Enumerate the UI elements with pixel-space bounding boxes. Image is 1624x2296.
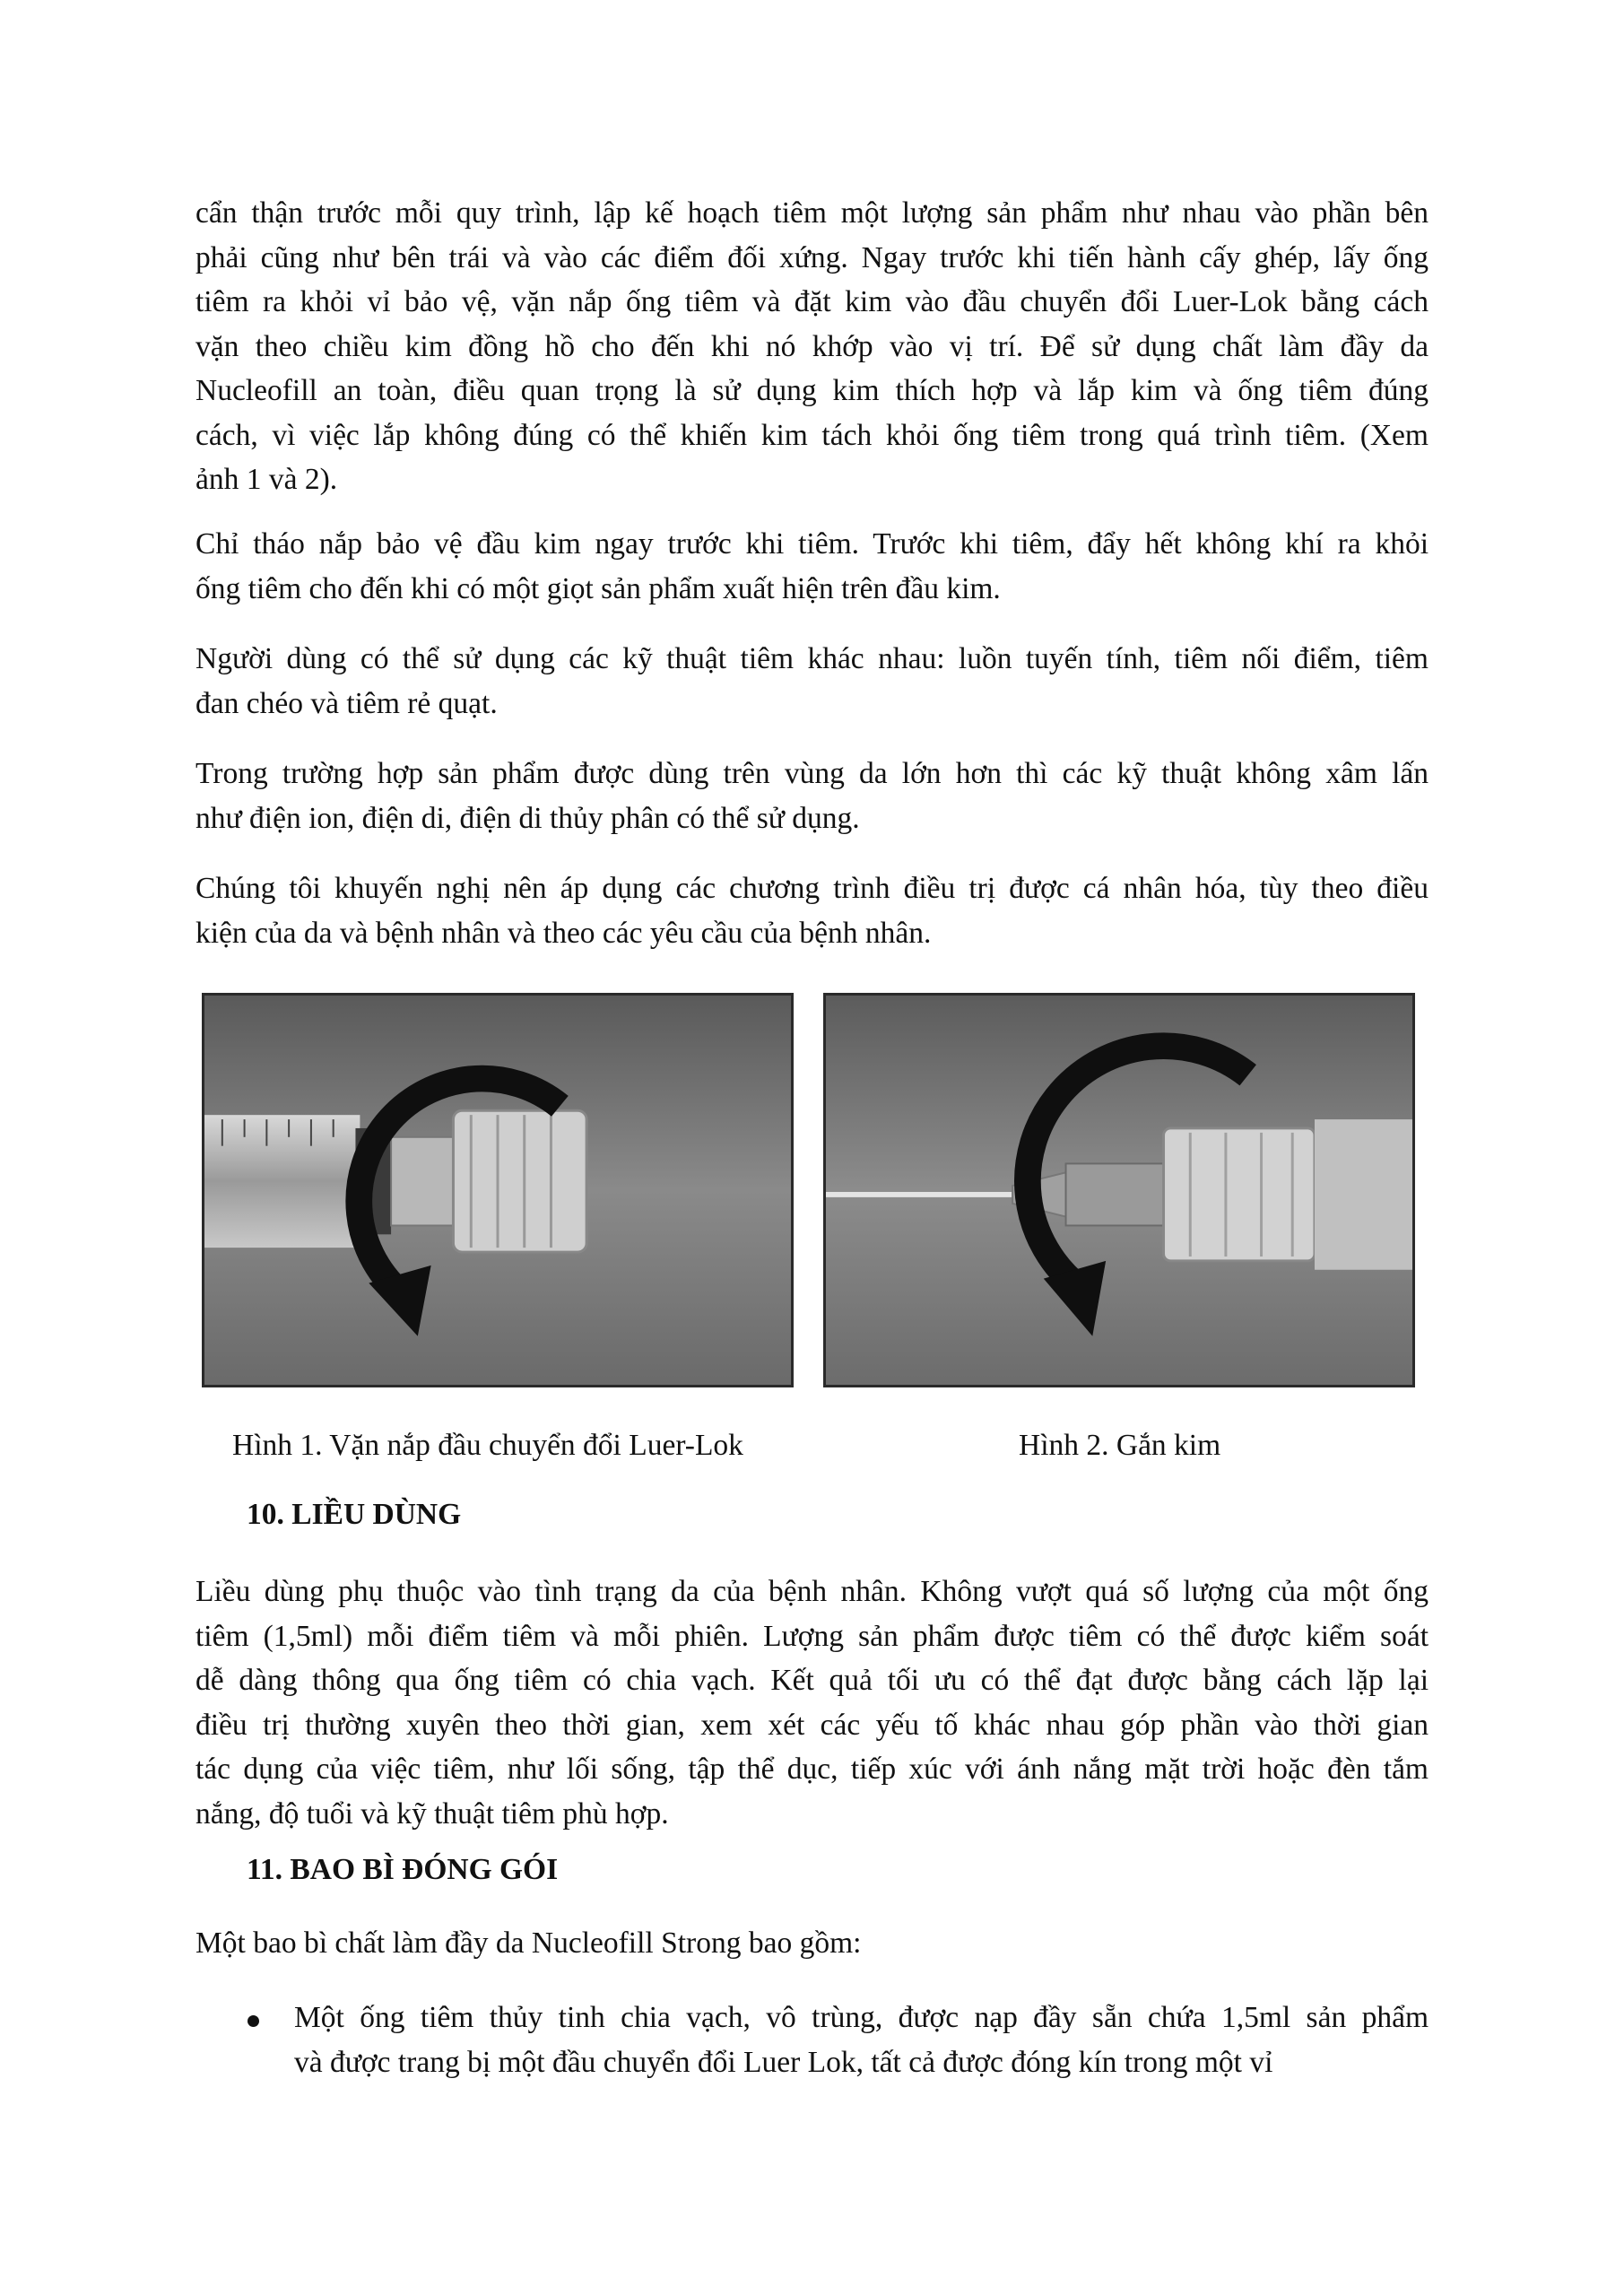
text-line: Trong trường hợp sản phẩm được dùng trên vùng da lớn hơn thì các kỹ thuật không xâm lấn <box>195 757 1429 790</box>
text-line: tác dụng của việc tiêm, như lối sống, tập thể dục, tiếp xúc với ánh nắng mặt trời hoặc đèn tắm <box>195 1752 1429 1786</box>
figure-2-caption: Hình 2. Gắn kim <box>1019 1429 1221 1462</box>
section-heading-packaging: 11. BAO BÌ ĐÓNG GÓI <box>247 1853 559 1886</box>
text-line: Chỉ tháo nắp bảo vệ đầu kim ngay trước khi tiêm. Trước khi tiêm, đẩy hết không khí ra khỏi <box>195 527 1429 561</box>
figure-1-caption: Hình 1. Vặn nắp đầu chuyển đổi Luer-Lok <box>232 1429 743 1462</box>
paragraph-large-area <box>195 752 1429 840</box>
text-line: nắng, độ tuổi và kỹ thuật tiêm phù hợp. <box>195 1796 669 1831</box>
luer-lok-illustration <box>204 996 791 1385</box>
paragraph-recommendation <box>195 866 1429 955</box>
text-line: Một bao bì chất làm đầy da Nucleofill Strong bao gồm: <box>195 1926 862 1960</box>
text-line: ống tiêm cho đến khi có một giọt sản phẩm xuất hiện trên đầu kim. <box>195 571 1001 605</box>
section-heading-dosage: 10. LIỀU DÙNG <box>247 1498 462 1531</box>
text-line: Một ống tiêm thủy tinh chia vạch, vô trùng, được nạp đầy sẵn chứa 1,5ml sản phẩm <box>294 2001 1429 2034</box>
text-line: Chúng tôi khuyến nghị nên áp dụng các chương trình điều trị được cá nhân hóa, tùy theo điều <box>195 872 1429 905</box>
text-line: kiện của da và bệnh nhân và theo các yêu cầu của bệnh nhân. <box>195 916 932 950</box>
figure-needle-attach-photo <box>823 993 1415 1387</box>
text-line: dễ dàng thông qua ống tiêm có chia vạch. Kết quả tối ưu có thể đạt được bằng cách lặp lại <box>195 1664 1429 1697</box>
text-line: cách, vì việc lắp không đúng có thể khiến kim tách khỏi ống tiêm trong quá trình tiêm. (Xem <box>195 418 1429 452</box>
text-line: tiêm ra khỏi vỉ bảo vệ, vặn nắp ống tiêm và đặt kim vào đầu chuyển đổi Luer-Lok bằng cách <box>195 285 1429 318</box>
paragraph-dosage <box>195 1570 1429 1836</box>
text-line: Người dùng có thể sử dụng các kỹ thuật tiêm khác nhau: luồn tuyến tính, tiêm nối điểm, tiêm <box>195 642 1429 675</box>
list-item-syringe <box>294 1996 1429 2084</box>
text-line: như điện ion, điện di, điện di thủy phân có thể sử dụng. <box>195 801 860 835</box>
figure-luer-lok-photo <box>202 993 794 1387</box>
paragraph-procedure <box>195 191 1429 502</box>
text-line: tiêm (1,5ml) mỗi điểm tiêm và mỗi phiên. Lượng sản phẩm được tiêm có thể được kiểm soát <box>195 1619 1429 1653</box>
text-line: đan chéo và tiêm rẻ quạt. <box>195 686 498 720</box>
needle-attach-illustration <box>826 996 1412 1385</box>
text-line: phải cũng như bên trái và vào các điểm đối xứng. Ngay trước khi tiến hành cấy ghép, lấy ống <box>195 240 1429 274</box>
text-line: và được trang bị một đầu chuyển đổi Luer Lok, tất cả được đóng kín trong một vỉ <box>294 2045 1273 2079</box>
bullet-icon <box>248 2015 259 2027</box>
text-line: vặn theo chiều kim đồng hồ cho đến khi nó khớp vào vị trí. Để sử dụng chất làm đầy da <box>195 329 1429 363</box>
text-line: điều trị thường xuyên theo thời gian, xem xét các yếu tố khác nhau góp phần vào thời gian <box>195 1708 1429 1742</box>
text-line: Liều dùng phụ thuộc vào tình trạng da của bệnh nhân. Không vượt quá số lượng của một ống <box>195 1575 1429 1608</box>
text-line: Nucleofill an toàn, điều quan trọng là sử dụng kim thích hợp và lắp kim và ống tiêm đúng <box>195 374 1429 407</box>
paragraph-techniques <box>195 637 1429 726</box>
text-line: cẩn thận trước mỗi quy trình, lập kế hoạch tiêm một lượng sản phẩm như nhau vào phần bên <box>195 196 1429 230</box>
text-line: ảnh 1 và 2). <box>195 463 338 496</box>
paragraph-packaging-intro <box>195 1921 1429 1966</box>
paragraph-needle-cap <box>195 522 1429 611</box>
